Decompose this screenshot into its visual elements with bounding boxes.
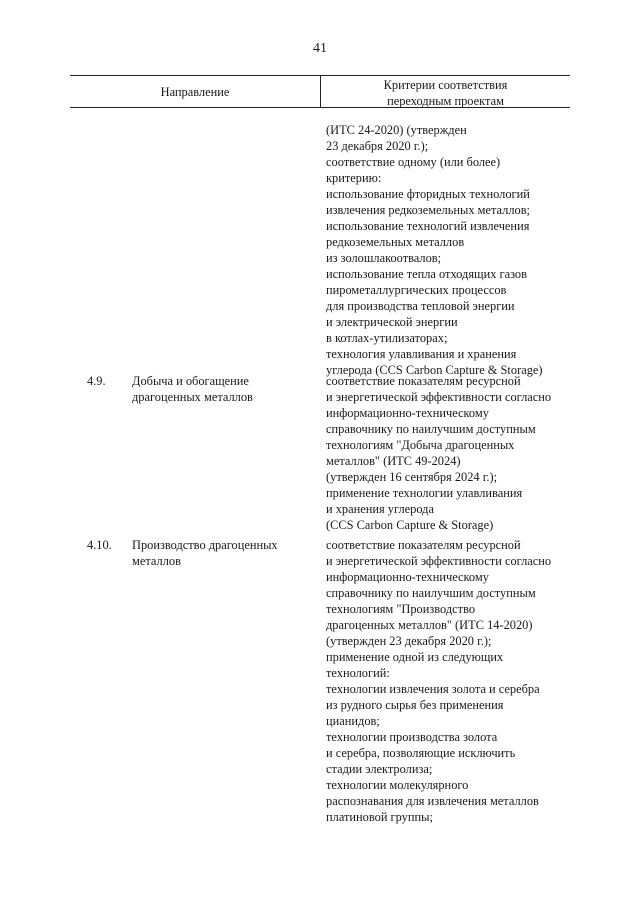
criteria-line: (утвержден 23 декабря 2020 г.); <box>326 634 492 648</box>
criteria-line: цианидов; <box>326 714 380 728</box>
criteria-line: и серебра, позволяющие исключить <box>326 746 516 760</box>
criteria-line: использование фторидных технологий <box>326 187 530 201</box>
column-header-criteria-line: Критерии соответствия <box>383 78 508 92</box>
criteria-line: (CCS Carbon Capture & Storage) <box>326 518 494 532</box>
criteria-line: технологии извлечения золота и серебра <box>326 682 540 696</box>
criteria-line: технология улавливания и хранения <box>326 347 517 361</box>
row-criteria <box>326 122 574 378</box>
criteria-line: пирометаллургических процессов <box>326 283 507 297</box>
criteria-line: применение технологии улавливания <box>326 486 523 500</box>
criteria-line: стадии электролиза; <box>326 762 433 776</box>
criteria-line: редкоземельных металлов <box>326 235 465 249</box>
row-criteria <box>326 537 574 825</box>
criteria-line: в котлах-утилизаторах; <box>326 331 448 345</box>
criteria-line: и хранения углерода <box>326 502 434 516</box>
criteria-line: извлечения редкоземельных металлов; <box>326 203 530 217</box>
direction-line: металлов <box>132 554 181 568</box>
criteria-line: и энергетической эффективности согласно <box>326 390 552 404</box>
criteria-line: углерода (CCS Carbon Capture & Storage) <box>326 363 543 377</box>
criteria-line: распознавания для извлечения металлов <box>326 794 539 808</box>
row-direction-name <box>132 373 312 405</box>
criteria-line: технологии производства золота <box>326 730 498 744</box>
criteria-line: справочнику по наилучшим доступным <box>326 586 536 600</box>
criteria-line: (утвержден 16 сентября 2024 г.); <box>326 470 498 484</box>
criteria-line: использование тепла отходящих газов <box>326 267 527 281</box>
criteria-line: и энергетической эффективности согласно <box>326 554 552 568</box>
row-number: 4.9. <box>87 374 106 388</box>
criteria-line: технологиям "Производство <box>326 602 476 616</box>
page-number: 41 <box>313 41 327 56</box>
criteria-line: информационно-техническому <box>326 570 489 584</box>
criteria-line: критерию: <box>326 171 382 185</box>
criteria-line: информационно-техническому <box>326 406 489 420</box>
criteria-line: технологиям "Добыча драгоценных <box>326 438 515 452</box>
row-criteria <box>326 373 574 533</box>
criteria-line: соответствие одному (или более) <box>326 155 501 169</box>
row-number: 4.10. <box>87 538 112 552</box>
direction-line: Производство драгоценных <box>132 538 278 552</box>
criteria-line: справочнику по наилучшим доступным <box>326 422 536 436</box>
criteria-line: использование технологий извлечения <box>326 219 530 233</box>
criteria-line: и электрической энергии <box>326 315 458 329</box>
criteria-line: для производства тепловой энергии <box>326 299 515 313</box>
criteria-line: технологий: <box>326 666 390 680</box>
criteria-line: технологии молекулярного <box>326 778 469 792</box>
row-direction-name <box>132 537 312 569</box>
criteria-line: платиновой группы; <box>326 810 433 824</box>
direction-line: драгоценных металлов <box>132 390 253 404</box>
criteria-line: 23 декабря 2020 г.); <box>326 139 429 153</box>
criteria-line: драгоценных металлов" (ИТС 14-2020) <box>326 618 533 632</box>
column-header-criteria-line: переходным проектам <box>387 94 504 108</box>
criteria-line: из золошлакоотвалов; <box>326 251 442 265</box>
column-header-direction: Направление <box>160 85 230 99</box>
criteria-line: соответствие показателям ресурсной <box>326 374 521 388</box>
criteria-line: (ИТС 24-2020) (утвержден <box>326 123 467 137</box>
criteria-line: соответствие показателям ресурсной <box>326 538 521 552</box>
criteria-line: металлов" (ИТС 49-2024) <box>326 454 461 468</box>
column-header-criteria <box>321 77 570 109</box>
criteria-line: применение одной из следующих <box>326 650 504 664</box>
criteria-line: из рудного сырья без применения <box>326 698 504 712</box>
direction-line: Добыча и обогащение <box>132 374 249 388</box>
